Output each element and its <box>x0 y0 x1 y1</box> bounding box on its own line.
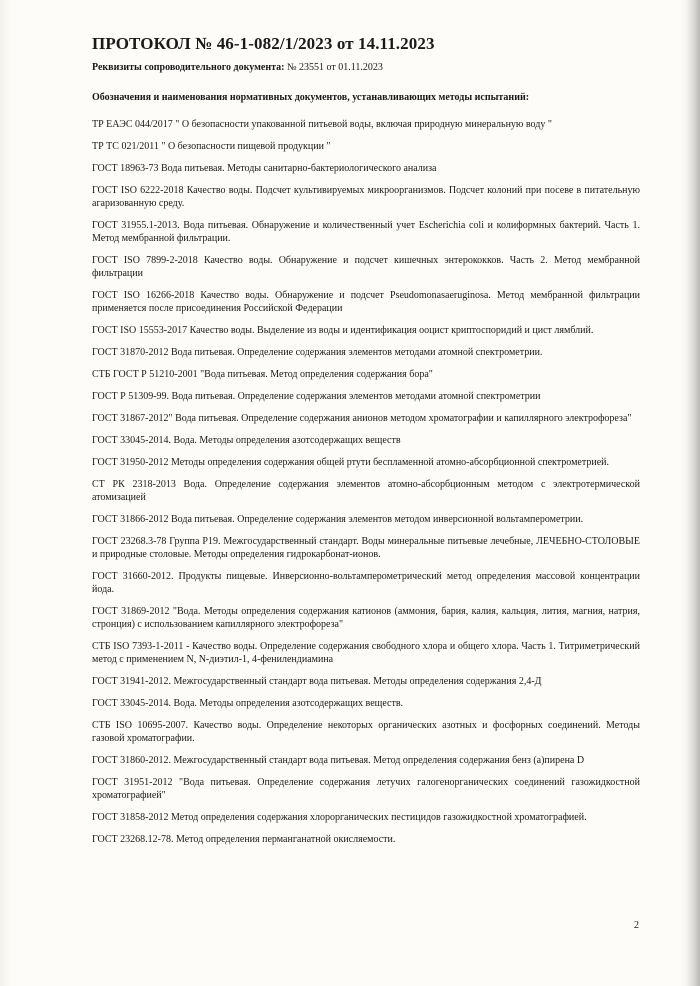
document-item: ГОСТ 23268.3-78 Группа Р19. Межгосударственный стандарт. Воды минеральные питьевые лечебные, ЛЕЧЕБНО-СТОЛОВЫЕ и природные столовые. Методы определения гидрокарбонат-ионов. <box>92 536 640 560</box>
document-item: ГОСТ 31870-2012 Вода питьевая. Определение содержания элементов методами атомной спектрометрии. <box>92 347 543 358</box>
normative-document-list <box>92 118 640 846</box>
document-item: СТБ ISO 10695-2007. Качество воды. Определение некоторых органических азотных и фосфорных соединений. Методы газовой хроматографии. <box>92 720 640 744</box>
document-item: ГОСТ 33045-2014. Вода. Методы определения азотсодержащих веществ <box>92 435 401 446</box>
document-item: ГОСТ 31660-2012. Продукты пищевые. Инверсионно-вольтамперометрический метод определения массовой концентрации йода. <box>92 571 640 595</box>
document-item: ГОСТ 31950-2012 Методы определения содержания общей ртути беспламенной атомно-абсорбционной спектрометрией. <box>92 457 609 468</box>
document-item: ГОСТ ISO 6222-2018 Качество воды. Подсчет культивируемых микроорганизмов. Подсчет колоний при посеве в питательную агаризованную среду. <box>92 185 640 209</box>
document-item: СТБ ISO 7393-1-2011 - Качество воды. Определение содержания свободного хлора и общего хлора. Часть 1. Титриметрический метод с применением N, N-диэтил-1, 4-фенилендиамина <box>92 641 640 665</box>
document-item: ГОСТ 31866-2012 Вода питьевая. Определение содержания элементов методом инверсионной вольтамперометрии. <box>92 514 584 525</box>
document-item: СТБ ГОСТ Р 51210-2001 "Вода питьевая. Метод определения содержания бора" <box>92 369 433 380</box>
document-item: ТР ЕАЭС 044/2017 " О безопасности упакованной питьевой воды, включая природную минеральную воду " <box>92 119 552 130</box>
document-item: ГОСТ ISO 15553-2017 Качество воды. Выделение из воды и идентификация ооцист криптоспоридий и цист лямблий. <box>92 325 594 336</box>
requisites-value: № 23551 от 01.11.2023 <box>284 62 383 73</box>
requisites-line <box>92 62 640 73</box>
document-item: ТР ТС 021/2011 " О безопасности пищевой продукции " <box>92 141 331 152</box>
page-number: 2 <box>634 920 639 931</box>
document-item: ГОСТ 18963-73 Вода питьевая. Методы санитарно-бактериологического анализа <box>92 163 437 174</box>
document-item: ГОСТ 31860-2012. Межгосударственный стандарт вода питьевая. Метод определения содержания бенз (а)пирена D <box>92 755 585 766</box>
requisites-label: Реквизиты сопроводительного документа: <box>92 62 285 73</box>
page-edge-shadow <box>686 0 700 986</box>
document-body <box>92 34 640 855</box>
document-item: ГОСТ 33045-2014. Вода. Методы определения азотсодержащих веществ. <box>92 698 404 709</box>
document-item: ГОСТ 31869-2012 "Вода. Методы определения содержания катионов (аммония, бария, калия, кальция, лития, магния, натрия, стронция) с использованием капиллярного электрофореза" <box>92 606 640 630</box>
document-item: ГОСТ 31955.1-2013. Вода питьевая. Обнаружение и количественный учет Escherichia coli и колиформных бактерий. Часть 1. Метод мембранной фильтрации. <box>92 220 640 244</box>
document-item: ГОСТ ISO 7899-2-2018 Качество воды. Обнаружение и подсчет кишечных энтерококков. Часть 2. Метод мембранной фильтрации <box>92 255 640 279</box>
protocol-title: ПРОТОКОЛ № 46-1-082/1/2023 от 14.11.2023 <box>92 34 435 53</box>
document-item: ГОСТ ISO 16266-2018 Качество воды. Обнаружение и подсчет Pseudomonasaeruginosa. Метод мембранной фильтрации применяется после присоединения Российской Федерации <box>92 290 640 314</box>
document-item: СТ РК 2318-2013 Вода. Определение содержания элементов атомно-абсорбционным методом с электротермической атомизацией <box>92 479 640 503</box>
document-item: ГОСТ 31858-2012 Метод определения содержания хлорорганических пестицидов газожидкостной хроматографией. <box>92 812 587 823</box>
document-item: ГОСТ 31951-2012 "Вода питьевая. Определение содержания летучих галогенорганических соединений газожидкостной хроматографией" <box>92 777 640 801</box>
document-item: ГОСТ 31941-2012. Межгосударственный стандарт вода питьевая. Методы определения содержания 2,4-Д <box>92 676 542 687</box>
methods-heading: Обозначения и наименования нормативных документов, устанавливающих методы испытаний: <box>92 92 530 103</box>
document-item: ГОСТ Р 51309-99. Вода питьевая. Определение содержания элементов методами атомной спектрометрии <box>92 391 541 402</box>
document-item: ГОСТ 31867-2012" Вода питьевая. Определение содержания анионов методом хроматографии и капиллярного электрофореза" <box>92 413 632 424</box>
document-item: ГОСТ 23268.12-78. Метод определения перманганатной окисляемости. <box>92 834 396 845</box>
